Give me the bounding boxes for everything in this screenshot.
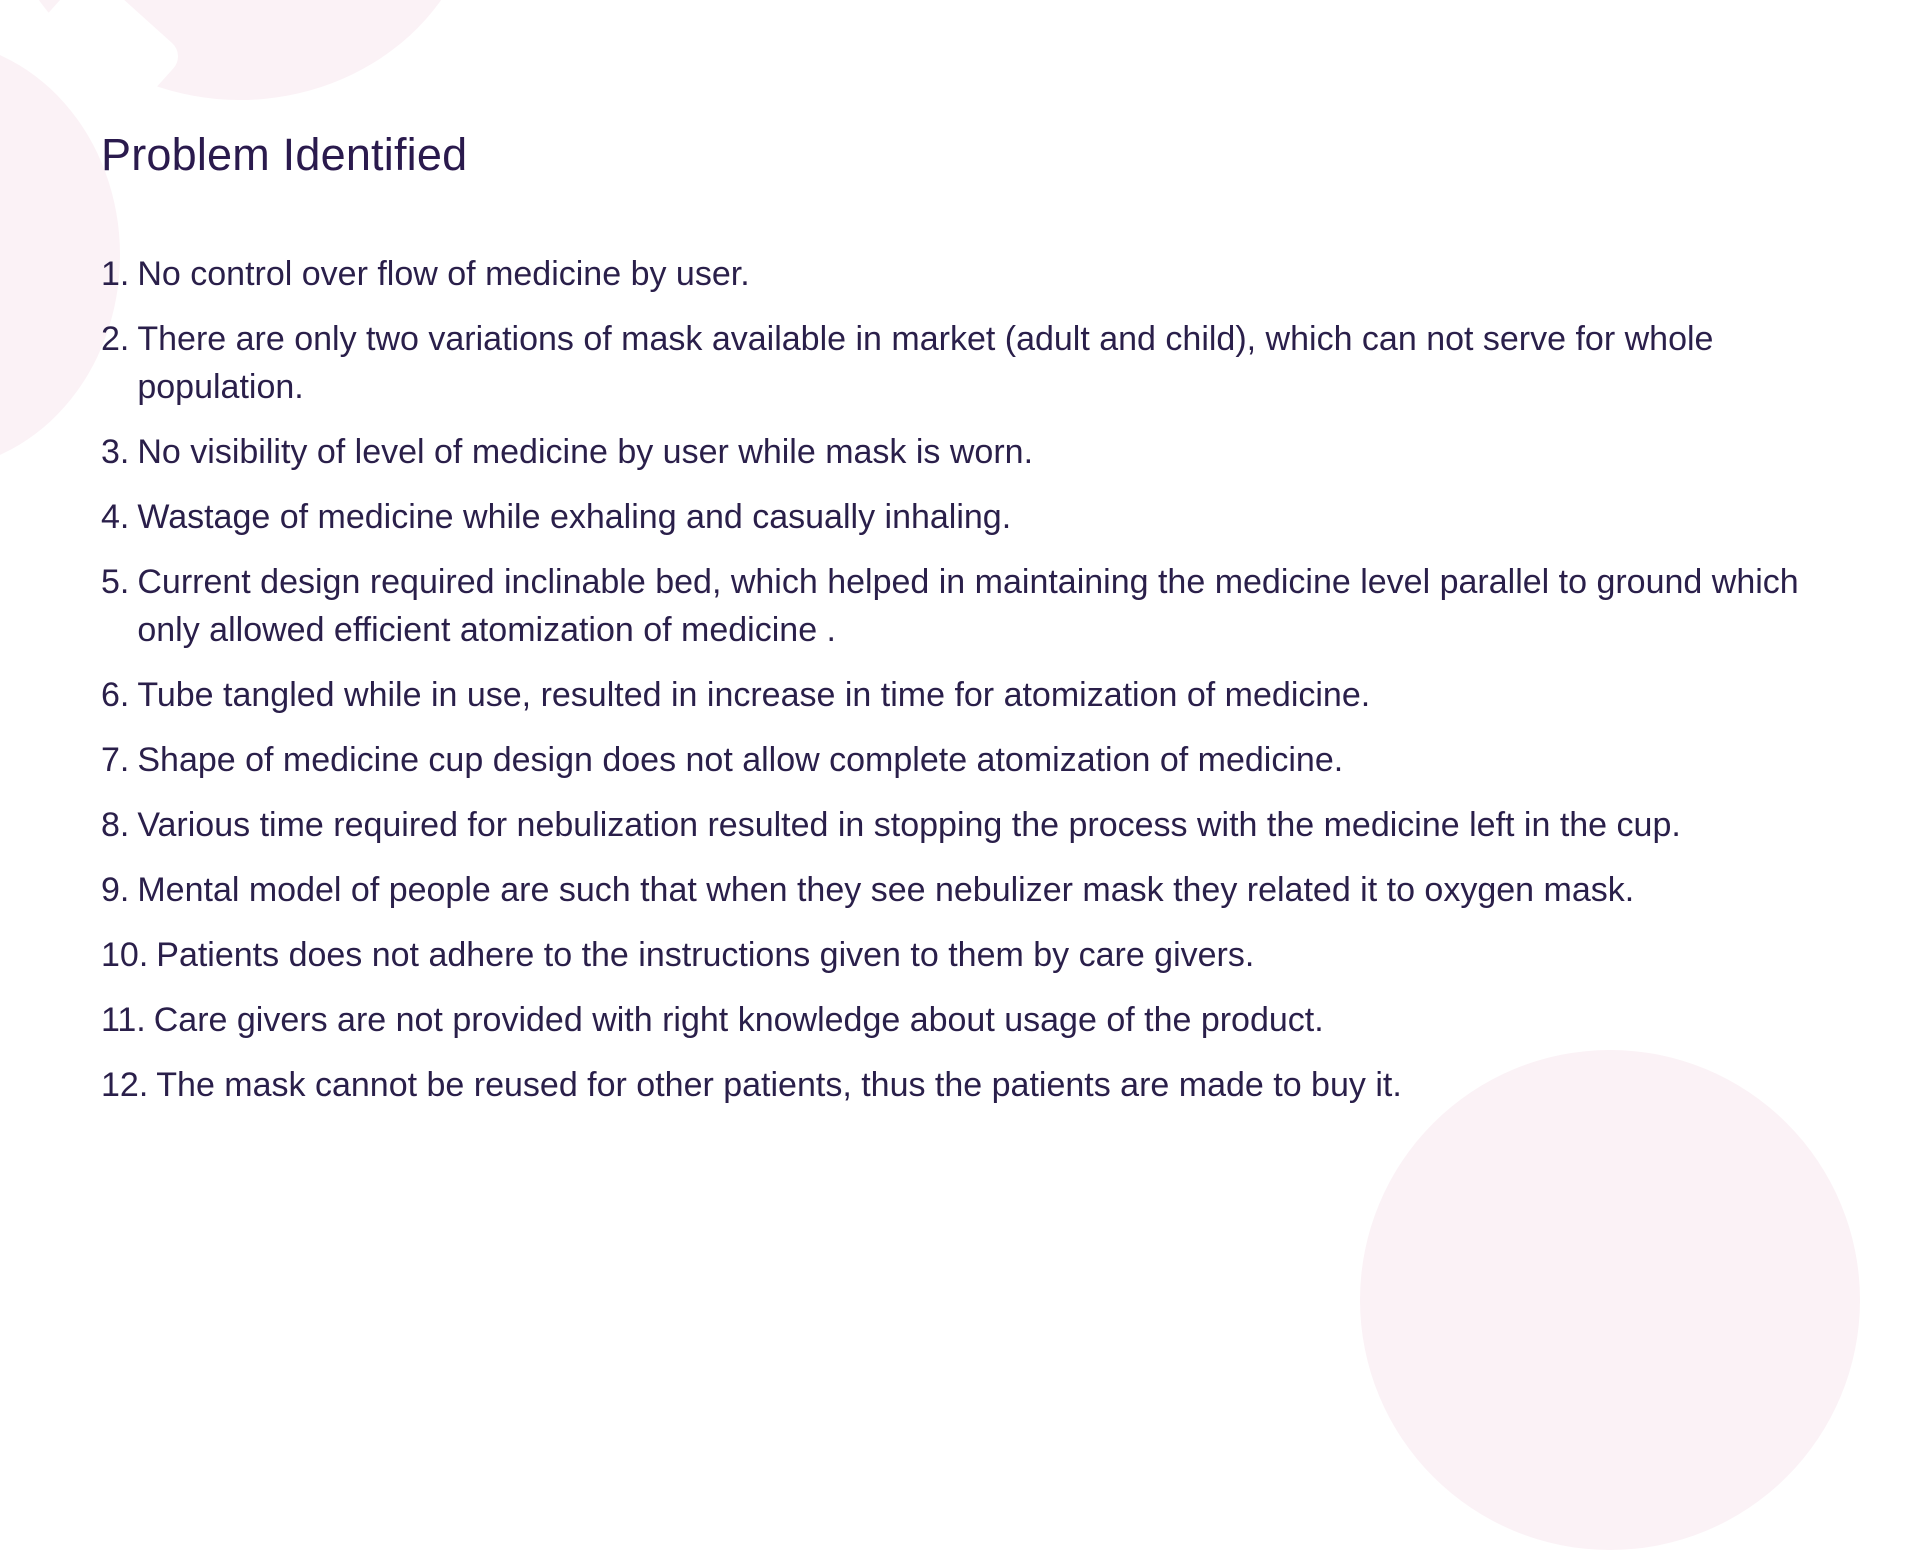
- list-item: [101, 1061, 1801, 1109]
- list-item: [101, 250, 1801, 298]
- list-item-text: The mask cannot be reused for other patients, thus the patients are made to buy it.: [156, 1066, 1402, 1104]
- list-item-number: 1.: [101, 255, 130, 293]
- list-item-text: There are only two variations of mask available in market (adult and child), which can not serve for whole population.: [137, 320, 1714, 406]
- list-item-text: Shape of medicine cup design does not allow complete atomization of medicine.: [137, 741, 1344, 779]
- list-item: [101, 931, 1801, 979]
- list-item-number: 10.: [101, 936, 149, 974]
- list-item-number: 6.: [101, 676, 130, 714]
- list-item-number: 4.: [101, 498, 130, 536]
- list-item: [101, 315, 1801, 411]
- list-item-number: 12.: [101, 1066, 149, 1104]
- list-item-text: Current design required inclinable bed, which helped in maintaining the medicine level parallel to ground which only allowed efficient atomization of medicine .: [137, 563, 1799, 649]
- list-item: [101, 671, 1801, 719]
- list-item-number: 5.: [101, 563, 130, 601]
- list-item-text: Various time required for nebulization resulted in stopping the process with the medicine left in the cup.: [137, 806, 1681, 844]
- slide-content: [101, 118, 1801, 1126]
- list-item: [101, 558, 1801, 654]
- list-item-text: Tube tangled while in use, resulted in increase in time for atomization of medicine.: [137, 676, 1371, 714]
- list-item-number: 7.: [101, 741, 130, 779]
- list-item-number: 11.: [101, 1001, 146, 1039]
- list-item-number: 3.: [101, 433, 130, 471]
- page-title: Problem Identified: [101, 129, 468, 180]
- list-item-text: Patients does not adhere to the instructions given to them by care givers.: [156, 936, 1255, 974]
- list-item-text: No control over flow of medicine by user.: [137, 255, 750, 293]
- list-item: [101, 866, 1801, 914]
- list-item-text: Care givers are not provided with right knowledge about usage of the product.: [153, 1001, 1324, 1039]
- list-item-text: Wastage of medicine while exhaling and casually inhaling.: [137, 498, 1012, 536]
- list-item-number: 9.: [101, 871, 130, 909]
- list-item: [101, 736, 1801, 784]
- problem-list: [101, 250, 1801, 1109]
- list-item: [101, 996, 1801, 1044]
- list-item: [101, 493, 1801, 541]
- list-item: [101, 428, 1801, 476]
- list-item: [101, 801, 1801, 849]
- list-item-text: Mental model of people are such that when they see nebulizer mask they related it to oxygen mask.: [137, 871, 1635, 909]
- list-item-number: 2.: [101, 320, 130, 358]
- list-item-number: 8.: [101, 806, 130, 844]
- list-item-text: No visibility of level of medicine by user while mask is worn.: [137, 433, 1034, 471]
